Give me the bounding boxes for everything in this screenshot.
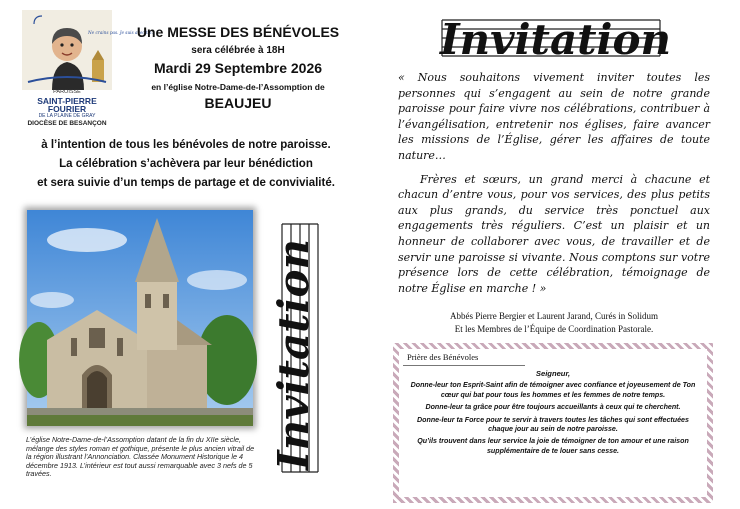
prayer-line: Donne-leur ton Esprit-Saint afin de témoigner avec confiance et joyeusement de Ton cœur qui bat pour tous les hommes et les femmes de notre temps. bbox=[410, 381, 696, 399]
prayer-body bbox=[405, 369, 701, 456]
event-announcement bbox=[112, 24, 364, 111]
quote-paragraph-1: « Nous souhaitons vivement inviter toutes les personnes qui s’engagent au sein de notre grande paroisse pour faire vivre nos célébrations, contribuer à l’évangélisation, entretenir nos églises, faire avancer les missions de l’Église, gérer les affaires de toute nature… bbox=[398, 71, 710, 162]
church-photo bbox=[27, 210, 253, 426]
invitation-banner bbox=[436, 8, 672, 66]
saint-portrait-image bbox=[22, 10, 153, 90]
signature-line-2: Et les Membres de l’Équipe de Coordination Pastorale. bbox=[454, 324, 654, 334]
intent-line-3: et sera suivie d’un temps de partage et de convivialité. bbox=[37, 177, 335, 189]
parish-logo bbox=[22, 10, 153, 128]
prayer-line: Seigneur, bbox=[535, 369, 571, 378]
quote-paragraph-2: Frères et sœurs, un grand merci à chacune et chacun d’entre vous, pour vos services, des plus petits aux plus grands, du service très ponctuel aux engagements très réguliers. C’est un plaisir et un honneur de collaborer avec vous, de travailler et de servir une paroisse si vivante. Nous comptons sur votre présence lors de cette célébration, témoignage de notre Église en marche ! » bbox=[398, 172, 710, 295]
prayer-line: Donne-leur ta grâce pour être toujours accueillants à ceux qui te cherchent. bbox=[425, 403, 681, 412]
logo-parish-place: DE LA PLAINE DE GRAY bbox=[38, 112, 96, 119]
prayer-title-underline bbox=[403, 365, 525, 366]
vertical-invitation-word: Invitation bbox=[269, 238, 318, 470]
logo-paroisse: PAROISSE bbox=[53, 89, 81, 95]
prayer-line: Qu’ils trouvent dans leur service la joie de témoigner de ton amour et une raison supplémentaire de te louer sans cesse. bbox=[417, 437, 689, 455]
event-intent bbox=[8, 136, 364, 193]
logo-parish-name: SAINT-PIERRE FOURIER bbox=[37, 95, 97, 114]
prayer-title: Prière des Bénévoles bbox=[407, 352, 479, 362]
event-date: Mardi 29 Septembre 2026 bbox=[153, 60, 323, 76]
photo-caption: L’église Notre-Dame-de-l’Assomption datant de la fin du XIIe siècle, mélange des styles roman et gothique, présente le plus ancien vitrail de la région illustrant l’Annonciation. Classée Monument Historique le 4 décembre 1913. L’intérieur est tout aussi remarquable avec 3 nefs de 5 travées. bbox=[26, 435, 255, 479]
invitation-quote bbox=[398, 70, 710, 296]
vertical-invitation-banner bbox=[270, 218, 350, 478]
event-title: Une MESSE DES BÉNÉVOLES bbox=[136, 24, 340, 40]
right-panel bbox=[370, 0, 740, 509]
event-town: BEAUJEU bbox=[204, 95, 272, 111]
prayer-line: Donne-leur ta Force pour te servir à travers toutes les tâches qui sont effectuées chaque jour au sein de notre paroisse. bbox=[417, 415, 689, 434]
event-time: sera célébrée à 18H bbox=[191, 45, 285, 56]
logo-diocese: DIOCÈSE DE BESANÇON bbox=[27, 119, 107, 127]
logo-text bbox=[22, 90, 112, 127]
prayer-box bbox=[393, 343, 713, 503]
signature bbox=[398, 310, 710, 336]
logo-motto: Ne crains pas. Je suis avec toi. bbox=[88, 30, 153, 35]
intent-line-2: La célébration s’achèvera par leur bénédiction bbox=[59, 158, 313, 170]
intent-line-1: à l’intention de tous les bénévoles de notre paroisse. bbox=[41, 139, 331, 151]
signature-line-1: Abbés Pierre Bergier et Laurent Jarand, Curés in Solidum bbox=[449, 311, 659, 321]
invitation-word: Invitation bbox=[440, 15, 672, 64]
event-place: en l’église Notre-Dame-de-l’Assomption de bbox=[151, 82, 325, 92]
